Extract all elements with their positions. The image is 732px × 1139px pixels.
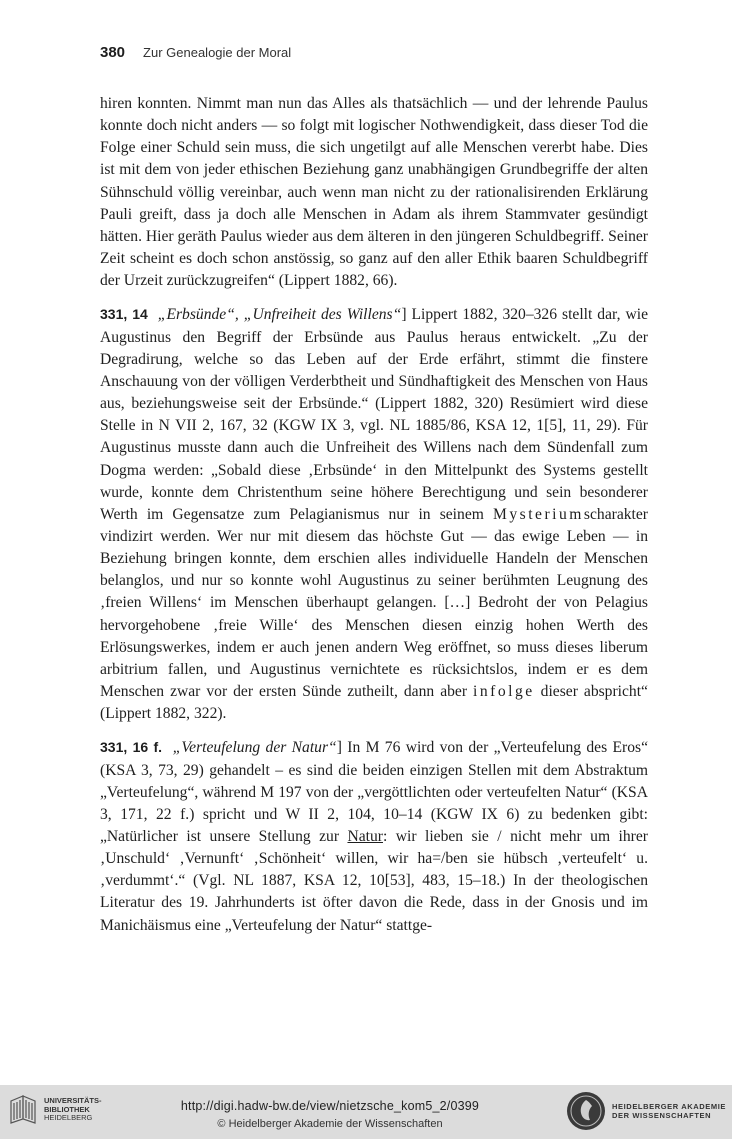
- hadw-line-1: HEIDELBERGER AKADEMIE: [612, 1102, 726, 1111]
- hadw-line-2: DER WISSENSCHAFTEN: [612, 1111, 712, 1120]
- spaced-word: Mysterium: [492, 505, 584, 523]
- underlined-word: Natur: [347, 828, 383, 845]
- running-title: Zur Genealogie der Moral: [143, 45, 292, 60]
- ub-heidelberg-logo[interactable]: [8, 1093, 102, 1127]
- page-number: 380: [100, 44, 126, 61]
- lemma-open-quote: „: [157, 306, 167, 324]
- entry-text: scharakter vindizirt werden. Wer nur mit diesem das höchste Gut — das ewige Leben — in Beziehung bringen konnte, dem erschien alles individuelle Handeln der Menschen belanglos, und nur so konnte wohl Augustinus zu seiner berühmten Leugnung des ‚freien Willens‘ im Menschen überhaupt gelangen. […] Bedroht der von Pelagius hervorgehobene ‚freie Wille‘ des Menschen diesen einzig hohen Werth des Erlösungswerkes, indem er auch jenen andern Weg eröffnet, so muss dieses liberum arbitrium fallen, und Augustinus vernichtete es rücksichtslos, indem er es dem Menschen zwar vor der ersten Sünde zutheilt, dann aber: [100, 505, 648, 701]
- lemma: Erbsünde“, „Unfreiheit des Willens“: [166, 306, 402, 324]
- spaced-word: infolge: [473, 683, 535, 701]
- copyright-notice: © Heidelberger Akademie der Wissenschaften: [217, 1118, 443, 1130]
- footer-center: [150, 1099, 510, 1130]
- footer-bar: [0, 1085, 732, 1139]
- entry-text: : wir lieben sie / nicht mehr um ihrer ‚Unschuld‘ ‚Vernunft‘ ‚Schönheit‘ willen, wir ha=/ben sie hübsch ‚verteufelt‘ u. ‚verdummt‘.“ (Vgl. NL 1887, KSA 12, 10[53], 483, 15–18.) In der theologischen Literatur des 19. Jahrhunderts ist öfter davon die Rede, dass in der Gnosis und im Manichäismus eine „Verteufelung der Natur“ stattge-: [100, 828, 648, 934]
- entry-text: Lippert 1882, 320–326 stellt dar, wie Augustinus den Begriff der Erbsünde aus Paulus heraus entwickelt. „Zu der Degradirung, welche so das Leben auf der Erde erfährt, stimmt die finstere Anschauung von der völligen Verderbtheit und Sündhaftigkeit des Menschen von Haus aus, beziehungsweise seit der Erbsünde.“ (Lippert 1882, 320) Resümiert wird diese Stelle in N VII 2, 167, 32 (KGW IX 3, vgl. NL 1885/86, KSA 12, 1[5], 11, 29). Für Augustinus musste dann auch die Unfreiheit des Willens nach dem Sündenfall zum Dogma werden: „Sobald diese ‚Erbsünde‘ in den Mittelpunkt des Systems gestellt wurde, konnte dem Christenthum seine höhere Berechtigung und sein besonderer Werth im Gegensatze zum Pelagianismus nur in seinem: [100, 306, 648, 523]
- hadw-logo[interactable]: [566, 1091, 726, 1131]
- commentary-entry-erbsuende: [100, 303, 648, 725]
- line-reference: 331, 14: [100, 306, 148, 323]
- ub-line-2: BIBLIOTHEK: [44, 1104, 90, 1114]
- page-header: [100, 44, 291, 61]
- line-reference: 331, 16 f.: [100, 739, 163, 756]
- permalink-url[interactable]: http://digi.hadw-bw.de/view/nietzsche_kom5_2/0399: [180, 1099, 480, 1113]
- paragraph-continuation: [100, 93, 648, 292]
- entry-text: In M 76 wird von der „Verteufelung des Eros“ (KSA 3, 73, 29) gehandelt – es sind die beiden einzigen Stellen mit dem Abstraktum „Verteufelung“, während M 197 von der „vergöttlichten oder verteufelten Natur“ (KSA 3, 171, 22 f.) spricht und W II 2, 104, 10–14 (KGW IX 6) zu bedenken gibt: „Natürlicher ist unsere Stellung zur: [100, 739, 649, 845]
- hadw-text: [612, 1102, 726, 1120]
- ub-heidelberg-text: [44, 1097, 102, 1123]
- academy-seal-icon: [566, 1091, 606, 1131]
- ub-line-1: UNIVERSITÄTS-: [44, 1096, 102, 1106]
- open-book-icon: [8, 1093, 38, 1127]
- lemma-bracket: ]: [336, 739, 342, 757]
- ub-line-3: HEIDELBERG: [44, 1113, 93, 1123]
- commentary-entry-verteufelung: [100, 736, 648, 936]
- lemma-bracket: ]: [401, 306, 407, 324]
- entry-text: dieser abspricht“ (Lippert 1882, 322).: [100, 683, 648, 723]
- body-text: [100, 93, 648, 948]
- paragraph-text: hiren konnten. Nimmt man nun das Alles als thatsächlich — und der lehrende Paulus konnte doch nicht anders — so folgt mit logischer Nothwendigkeit, dass dieser Tod die Folge einer Schuld sein muss, die sich ungetilgt auf alle Menschen vererbt habe. Dies ist mit dem von jeder ethischen Beziehung ganz unabhängigen Grundbegriffe der alten Sühnschuld völlig vereinbar, auch wenn man nicht zu der rationalisirenden Erklärung Pauli greift, dass ja doch alle Menschen in Adam als ihrem Stammvater gesündigt hätten. Hier geräth Paulus wieder aus dem älteren in den jüngeren Schuldbegriff. Seiner Zeit scheint es doch schon anstössig, so ganz auf den aller Ethik baaren Schuldbegriff der Urzeit zurückzugreifen“ (Lippert 1882, 66).: [100, 95, 648, 290]
- lemma: „Verteufelung der Natur“: [172, 739, 337, 757]
